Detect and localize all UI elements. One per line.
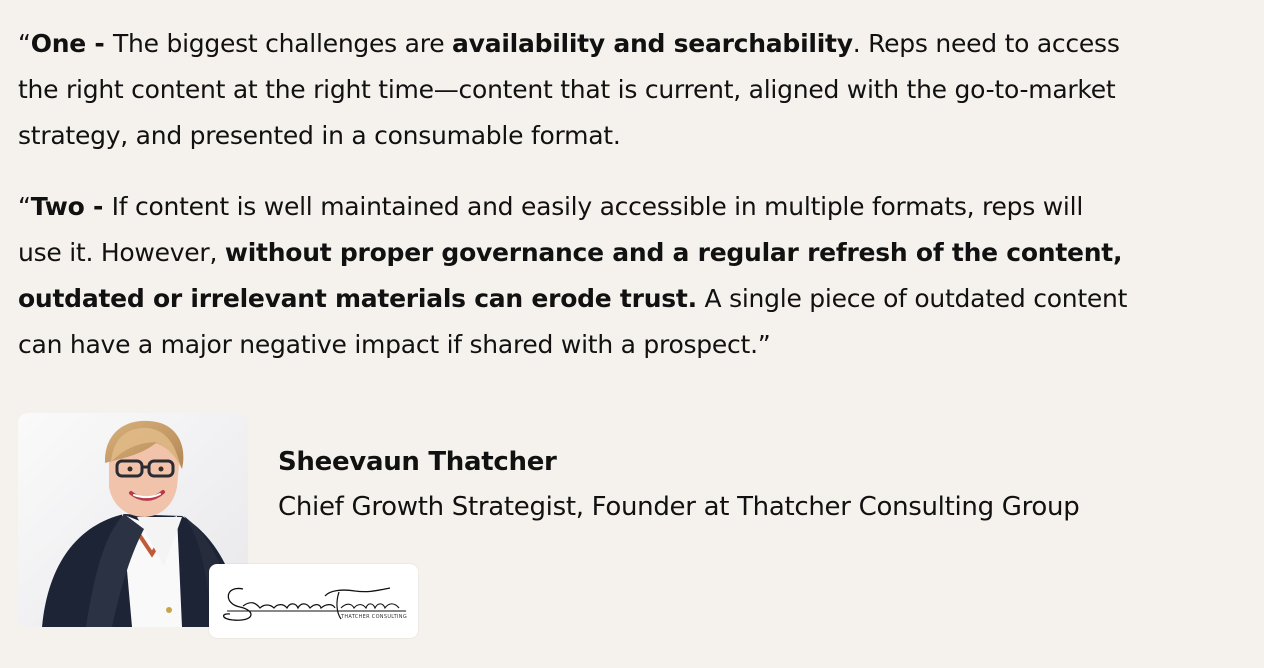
quote-emphasis: availability and searchability: [452, 29, 853, 58]
quote-text: “: [18, 29, 31, 58]
quote-text: use it. However,: [18, 238, 225, 267]
quote-text: If content is well maintained and easily accessible in multiple formats, reps will: [111, 192, 1084, 221]
quote-text: The biggest challenges are: [113, 29, 453, 58]
quote-line: [18, 67, 1250, 113]
quote-line: [18, 230, 1250, 276]
author-name: Sheevaun Thatcher: [278, 447, 557, 477]
quote-emphasis: Two -: [30, 192, 112, 221]
quote-emphasis: without proper governance and a regular refresh of the content,: [224, 238, 1123, 267]
quote-emphasis: One -: [30, 29, 113, 58]
quote-text: . Reps need to access: [852, 29, 1120, 58]
svg-text:THATCHER CONSULTING: THATCHER CONSULTING: [341, 614, 408, 620]
quote-text: “: [18, 192, 31, 221]
quote-text: strategy, and presented in a consumable format.: [18, 121, 621, 150]
quote-line: [18, 322, 1250, 368]
quote-line: [18, 184, 1250, 230]
quote-text: A single piece of outdated content: [696, 284, 1128, 313]
quote-line: [18, 113, 1250, 159]
quote-two: [18, 184, 1250, 368]
author-title: Chief Growth Strategist, Founder at Thatcher Consulting Group: [278, 492, 1080, 522]
quote-text: can have a major negative impact if shared with a prospect.”: [18, 330, 771, 359]
quote-text: the right content at the right time—content that is current, aligned with the go-to-market: [18, 75, 1116, 104]
quote-line: [18, 21, 1250, 67]
signature-card: [209, 564, 418, 638]
quote-emphasis: outdated or irrelevant materials can erode trust.: [18, 284, 697, 313]
quote-line: [18, 276, 1250, 322]
quote-one: [18, 21, 1250, 159]
